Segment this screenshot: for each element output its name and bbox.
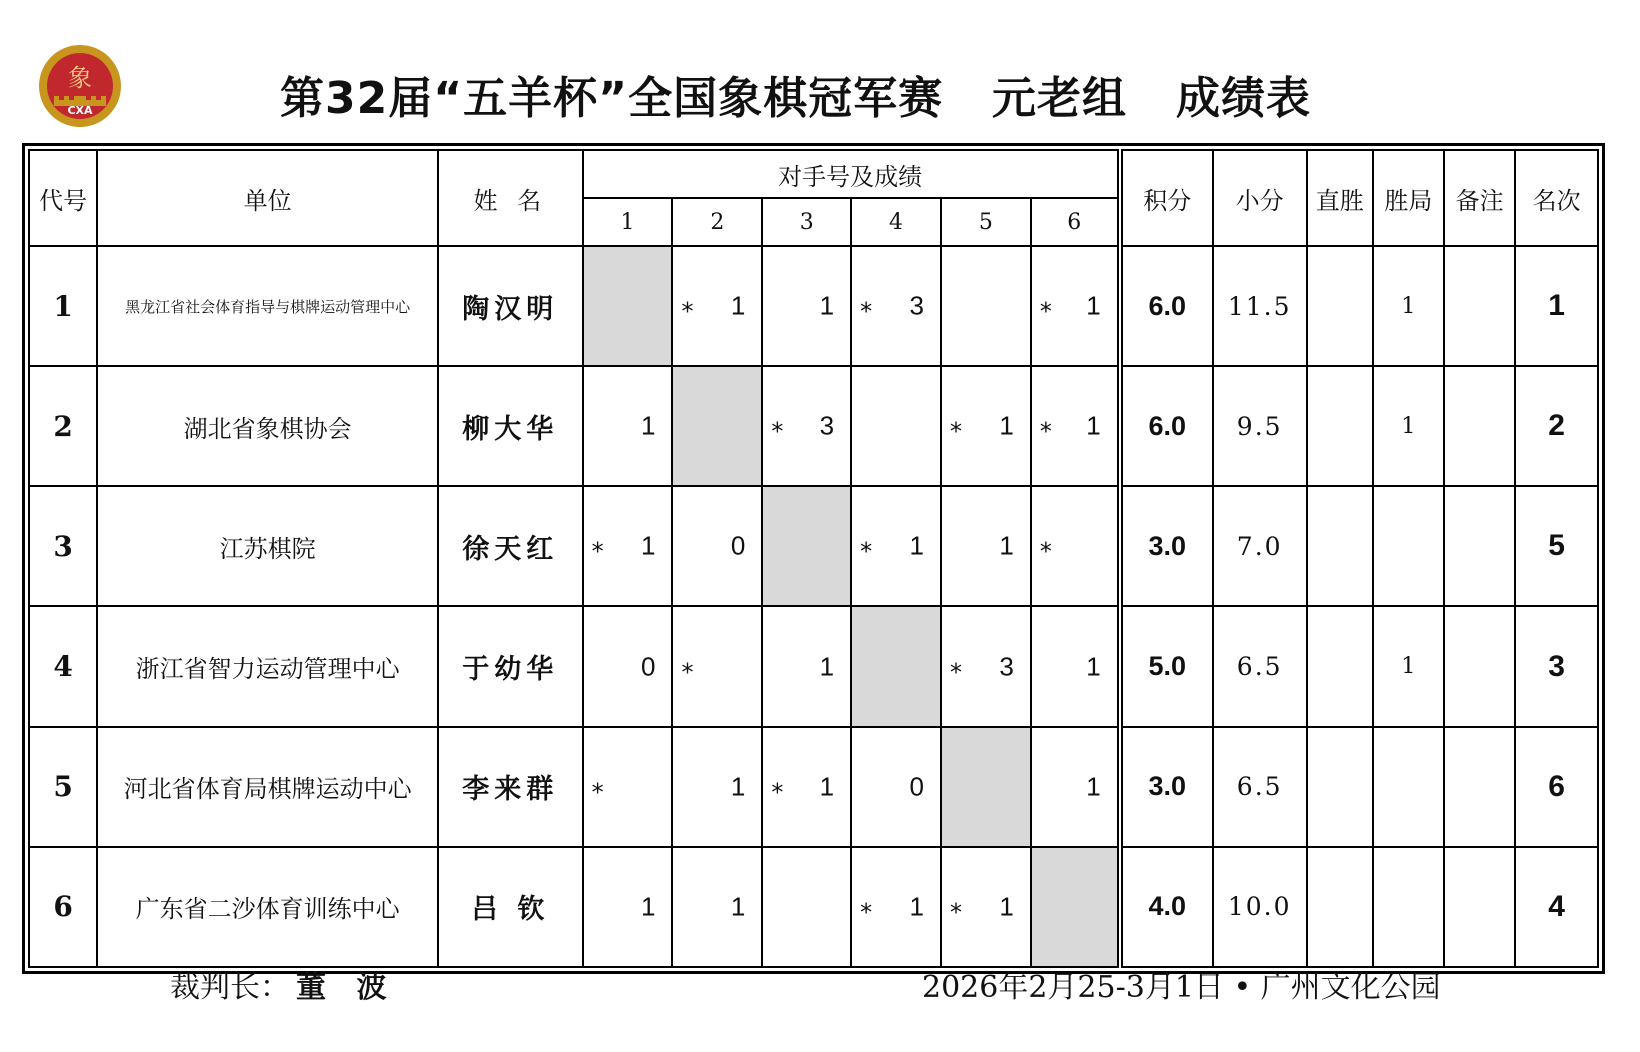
result-value: 1 (640, 410, 656, 441)
header-opponent-3: 3 (762, 198, 851, 246)
header-rank: 名次 (1515, 150, 1598, 246)
table-row (29, 486, 1598, 606)
wins-count (1373, 727, 1444, 847)
header-unit: 单位 (97, 150, 438, 246)
result-value: 1 (1086, 290, 1101, 321)
result-cell-vs-5 (941, 606, 1031, 726)
player-unit: 河北省体育局棋牌运动中心 (97, 727, 438, 847)
result-cell-vs-5 (941, 366, 1031, 486)
result-cell-vs-1 (583, 847, 673, 967)
result-cell-vs-6 (1031, 246, 1120, 366)
result-value: 1 (730, 891, 746, 922)
first-move-marker: * (771, 417, 784, 446)
self-cell (583, 246, 673, 366)
result-cell-vs-5 (941, 847, 1031, 967)
self-cell (941, 727, 1031, 847)
results-table (28, 149, 1599, 968)
rank: 3 (1515, 606, 1598, 726)
table-row (29, 606, 1598, 726)
header-points: 积分 (1120, 150, 1213, 246)
first-move-marker: * (681, 297, 694, 326)
result-value: 0 (909, 771, 924, 802)
notes (1444, 246, 1515, 366)
player-name: 徐天红 (438, 486, 583, 606)
player-code: 6 (29, 847, 97, 967)
notes (1444, 366, 1515, 486)
h2h (1307, 486, 1373, 606)
result-cell-vs-1 (583, 727, 673, 847)
result-value: 1 (730, 290, 746, 321)
result-cell-vs-3 (762, 366, 851, 486)
points: 6.0 (1120, 366, 1213, 486)
result-cell-vs-4 (851, 727, 941, 847)
h2h (1307, 606, 1373, 726)
header-name: 姓 名 (438, 150, 583, 246)
result-cell-vs-4 (851, 847, 941, 967)
first-move-marker: * (771, 778, 784, 807)
points: 5.0 (1120, 606, 1213, 726)
player-unit: 黑龙江省社会体育指导与棋牌运动管理中心 (97, 246, 438, 366)
result-value: 0 (730, 530, 746, 561)
first-move-marker: * (1039, 537, 1052, 566)
rank: 4 (1515, 847, 1598, 967)
result-cell-vs-6 (1031, 727, 1120, 847)
result-value: 1 (999, 410, 1014, 441)
wins-count: 1 (1373, 606, 1444, 726)
result-cell-vs-2 (672, 847, 762, 967)
header-h2h: 直胜 (1307, 150, 1373, 246)
player-unit: 湖北省象棋协会 (97, 366, 438, 486)
player-unit: 广东省二沙体育训练中心 (97, 847, 438, 967)
first-move-marker: * (860, 297, 873, 326)
player-code: 3 (29, 486, 97, 606)
result-cell-vs-2 (672, 486, 762, 606)
header-opponents: 对手号及成绩 (583, 150, 1120, 198)
h2h (1307, 847, 1373, 967)
player-name: 李来群 (438, 727, 583, 847)
first-move-marker: * (1039, 417, 1052, 446)
wins-count: 1 (1373, 246, 1444, 366)
result-cell-vs-5 (941, 246, 1031, 366)
minor-score: 6.5 (1213, 606, 1307, 726)
result-cell-vs-3 (762, 246, 851, 366)
result-value: 1 (999, 891, 1014, 922)
wins-count (1373, 486, 1444, 606)
notes (1444, 847, 1515, 967)
result-value: 1 (640, 530, 656, 561)
notes (1444, 606, 1515, 726)
result-value: 1 (1086, 651, 1101, 682)
header-opponent-4: 4 (851, 198, 941, 246)
result-cell-vs-1 (583, 486, 673, 606)
player-name: 于幼华 (438, 606, 583, 726)
result-cell-vs-4 (851, 246, 941, 366)
self-cell (762, 486, 851, 606)
result-cell-vs-6 (1031, 606, 1120, 726)
points: 3.0 (1120, 486, 1213, 606)
player-name: 陶汉明 (438, 246, 583, 366)
result-value: 1 (819, 290, 835, 321)
result-cell-vs-6 (1031, 366, 1120, 486)
result-cell-vs-2 (672, 606, 762, 726)
self-cell (672, 366, 762, 486)
player-code: 2 (29, 366, 97, 486)
result-cell-vs-3 (762, 606, 851, 726)
result-value: 3 (819, 410, 835, 441)
result-cell-vs-4 (851, 366, 941, 486)
minor-score: 9.5 (1213, 366, 1307, 486)
result-value: 1 (640, 891, 656, 922)
header-opponent-1: 1 (583, 198, 673, 246)
date-place: 2026年2月25-3月1日 • 广州文化公园 (922, 970, 1441, 1005)
wins-count (1373, 847, 1444, 967)
rank: 2 (1515, 366, 1598, 486)
rank: 6 (1515, 727, 1598, 847)
notes (1444, 727, 1515, 847)
notes (1444, 486, 1515, 606)
header-opponent-5: 5 (941, 198, 1031, 246)
table-row (29, 847, 1598, 967)
result-value: 1 (819, 771, 835, 802)
referee-line (170, 962, 396, 1006)
header-minor: 小分 (1213, 150, 1307, 246)
result-cell-vs-1 (583, 366, 673, 486)
result-value: 0 (640, 651, 656, 682)
svg-text:CXA: CXA (67, 104, 93, 117)
page-title: 第32届“五羊杯”全国象棋冠军赛 元老组 成绩表 (280, 73, 1311, 124)
h2h (1307, 727, 1373, 847)
referee-name: 董 波 (296, 970, 397, 1005)
player-name: 吕 钦 (438, 847, 583, 967)
points: 4.0 (1120, 847, 1213, 967)
result-cell-vs-5 (941, 486, 1031, 606)
rank: 5 (1515, 486, 1598, 606)
minor-score: 11.5 (1213, 246, 1307, 366)
minor-score: 6.5 (1213, 727, 1307, 847)
result-cell-vs-2 (672, 246, 762, 366)
player-unit: 江苏棋院 (97, 486, 438, 606)
result-cell-vs-2 (672, 727, 762, 847)
result-cell-vs-1 (583, 606, 673, 726)
self-cell (1031, 847, 1120, 967)
table-row (29, 246, 1598, 366)
first-move-marker: * (591, 537, 604, 566)
points: 3.0 (1120, 727, 1213, 847)
first-move-marker: * (860, 537, 873, 566)
first-move-marker: * (591, 778, 604, 807)
result-value: 1 (909, 891, 924, 922)
result-value: 1 (1086, 410, 1101, 441)
header-opponent-2: 2 (672, 198, 762, 246)
result-value: 1 (819, 651, 835, 682)
results-table-frame (22, 143, 1605, 974)
header-opponent-6: 6 (1031, 198, 1120, 246)
first-move-marker: * (1039, 297, 1052, 326)
points: 6.0 (1120, 246, 1213, 366)
header-notes: 备注 (1444, 150, 1515, 246)
result-cell-vs-3 (762, 727, 851, 847)
svg-text:象: 象 (68, 64, 92, 92)
result-value: 3 (999, 651, 1014, 682)
first-move-marker: * (681, 658, 694, 687)
wins-count: 1 (1373, 366, 1444, 486)
player-code: 5 (29, 727, 97, 847)
table-row (29, 366, 1598, 486)
result-cell-vs-4 (851, 486, 941, 606)
result-value: 1 (999, 530, 1014, 561)
minor-score: 10.0 (1213, 847, 1307, 967)
player-code: 1 (29, 246, 97, 366)
header-code: 代号 (29, 150, 97, 246)
first-move-marker: * (949, 417, 962, 446)
player-unit: 浙江省智力运动管理中心 (97, 606, 438, 726)
referee-label: 裁判长： (170, 970, 290, 1005)
h2h (1307, 246, 1373, 366)
first-move-marker: * (949, 658, 962, 687)
result-cell-vs-3 (762, 847, 851, 967)
player-name: 柳大华 (438, 366, 583, 486)
self-cell (851, 606, 941, 726)
result-value: 3 (909, 290, 924, 321)
first-move-marker: * (860, 898, 873, 927)
result-value: 1 (1086, 771, 1101, 802)
result-cell-vs-6 (1031, 486, 1120, 606)
header-wins: 胜局 (1373, 150, 1444, 246)
first-move-marker: * (949, 898, 962, 927)
minor-score: 7.0 (1213, 486, 1307, 606)
player-code: 4 (29, 606, 97, 726)
table-row (29, 727, 1598, 847)
rank: 1 (1515, 246, 1598, 366)
result-value: 1 (730, 771, 746, 802)
h2h (1307, 366, 1373, 486)
cxa-logo (38, 44, 122, 128)
result-value: 1 (909, 530, 924, 561)
